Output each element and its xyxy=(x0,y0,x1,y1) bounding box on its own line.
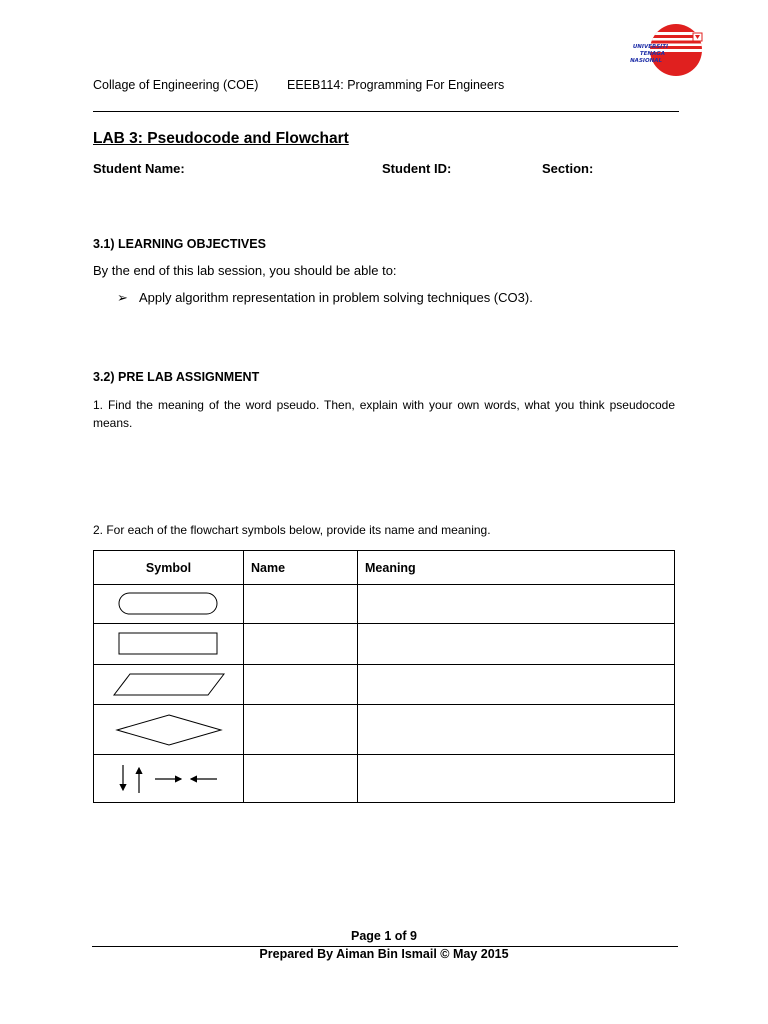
symbol-cell xyxy=(94,705,244,755)
name-answer-cell[interactable] xyxy=(244,665,358,705)
logo-text-line-1: UNIVERSITI xyxy=(632,44,668,50)
table-row xyxy=(94,705,675,755)
table-row xyxy=(94,665,675,705)
meaning-answer-cell[interactable] xyxy=(358,585,675,624)
name-answer-cell[interactable] xyxy=(244,755,358,803)
objective-list-item xyxy=(117,290,533,306)
table-row xyxy=(94,755,675,803)
symbol-column-header: Symbol xyxy=(94,551,244,585)
symbol-cell xyxy=(94,624,244,665)
logo-text-line-2: TENAGA xyxy=(639,51,665,57)
meaning-column-header: Meaning xyxy=(358,551,675,585)
symbol-cell xyxy=(94,665,244,705)
table-row xyxy=(94,585,675,624)
objectives-heading: 3.1) LEARNING OBJECTIVES xyxy=(93,237,266,251)
prelab-heading: 3.2) PRE LAB ASSIGNMENT xyxy=(93,370,260,384)
objective-text: Apply algorithm representation in problem solving techniques (CO3). xyxy=(139,290,533,305)
name-answer-cell[interactable] xyxy=(244,585,358,624)
meaning-answer-cell[interactable] xyxy=(358,665,675,705)
name-answer-cell[interactable] xyxy=(244,705,358,755)
lab-title: LAB 3: Pseudocode and Flowchart xyxy=(93,130,349,147)
meaning-answer-cell[interactable] xyxy=(358,705,675,755)
university-logo xyxy=(598,24,714,76)
input-output-icon xyxy=(112,672,226,698)
header-divider xyxy=(93,111,679,112)
symbol-cell xyxy=(94,585,244,624)
student-id-label: Student ID: xyxy=(382,161,452,176)
arrowhead-bullet-icon: ➢ xyxy=(117,290,128,305)
meaning-answer-cell[interactable] xyxy=(358,755,675,803)
flowline-arrows-icon xyxy=(117,762,221,796)
name-column-header: Name xyxy=(244,551,358,585)
question-2: 2. For each of the flowchart symbols below, provide its name and meaning. xyxy=(93,523,491,537)
page-number: Page 1 of 9 xyxy=(351,929,417,943)
section-label: Section: xyxy=(542,161,594,176)
table-row xyxy=(94,624,675,665)
decision-icon xyxy=(114,713,224,747)
logo-text-line-3: NASIONAL xyxy=(630,58,662,64)
prepared-by: Prepared By Aiman Bin Ismail © May 2015 xyxy=(259,947,509,961)
terminator-icon xyxy=(117,591,221,617)
flowchart-symbols-table xyxy=(93,550,675,803)
table-header-row xyxy=(94,551,675,585)
course-name: EEEB114: Programming For Engineers xyxy=(287,78,505,92)
objectives-intro: By the end of this lab session, you should be able to: xyxy=(93,263,397,278)
process-icon xyxy=(117,631,221,657)
name-answer-cell[interactable] xyxy=(244,624,358,665)
meaning-answer-cell[interactable] xyxy=(358,624,675,665)
college-name: Collage of Engineering (COE) xyxy=(93,78,259,92)
question-1: 1. Find the meaning of the word pseudo. Then, explain with your own words, what you think pseudocode means. xyxy=(93,398,675,430)
student-name-label: Student Name: xyxy=(93,161,185,176)
symbol-cell xyxy=(94,755,244,803)
